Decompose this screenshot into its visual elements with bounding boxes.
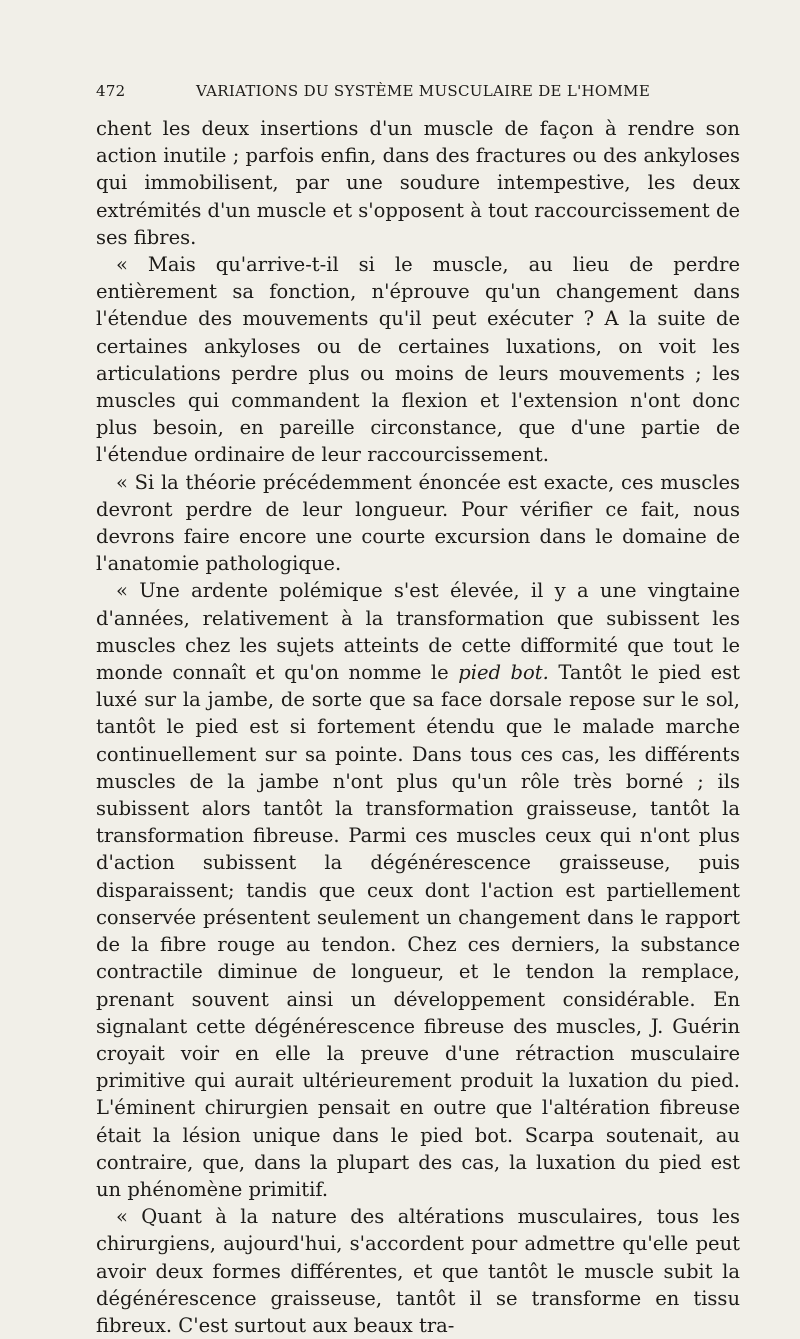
paragraph-4-before: « Une ardente polémique s'est élevée, il y a une vingtaine d'années, relativement à la transformation que subissent les muscles chez les sujets atteints de cette difformité que tout le monde connaît et qu'on nomme le	[96, 579, 740, 685]
body-text	[96, 115, 740, 1339]
page-number: 472	[96, 82, 126, 100]
paragraph-2: « Mais qu'arrive-t-il si le muscle, au lieu de perdre entièrement sa fonction, n'éprouve qu'un changement dans l'étendue des mouvements qu'il peut exécuter ? A la suite de certaines ankyloses ou de certaines luxations, on voit les articulations perdre plus ou moins de leurs mouvements ; les muscles qui commandent la flexion et l'extension n'ont donc plus besoin, en pareille circonstance, que d'une partie de l'étendue ordinaire de leur raccourcissement.	[96, 253, 740, 467]
running-title: VARIATIONS DU SYSTÈME MUSCULAIRE DE L'HOMME	[196, 82, 651, 100]
paragraph-4-after: Tantôt le pied est luxé sur la jambe, de sorte que sa face dorsale repose sur le sol, tantôt le pied est si fortement étendu que le malade marche continuellement sur sa pointe. Dans tous ces cas, les différents muscles de la jambe n'ont plus qu'un rôle très borné ; ils subissent alors tantôt la transformation graisseuse, tantôt la transformation fibreuse. Parmi ces muscles ceux qui n'ont plus d'action subissent la dégénérescence graisseuse, puis disparaissent; tandis que ceux dont l'action est partiellement conservée présentent seulement un changement dans le rapport de la fibre rouge au tendon. Chez ces derniers, la substance contractile diminue de longueur, et le tendon la remplace, prenant souvent ainsi un développement considérable. En signalant cette dégénérescence fibreuse des muscles, J. Guérin croyait voir en elle la preuve d'une rétraction musculaire primitive qui aurait ultérieurement produit la luxation du pied. L'éminent chirurgien pensait en outre que l'altération fibreuse était la lésion unique dans le pied bot. Scarpa soutenait, au contraire, que, dans la plupart des cas, la luxation du pied est un phénomène primitif.	[96, 661, 741, 1201]
paragraph-5: « Quant à la nature des altérations musculaires, tous les chirurgiens, aujourd'hui, s'accordent pour admettre qu'elle peut avoir deux formes différentes, et que tantôt le muscle subit la dégénérescence graisseuse, tantôt il se transforme en tissu fibreux. C'est surtout aux beaux tra-	[96, 1205, 740, 1337]
paragraph-3: « Si la théorie précédemment énoncée est exacte, ces muscles devront perdre de leur longueur. Pour vérifier ce fait, nous devrons faire encore une courte excursion dans le domaine de l'anatomie pathologique.	[96, 470, 740, 576]
paragraph-4	[96, 577, 740, 1203]
paragraph-1: chent les deux insertions d'un muscle de façon à rendre son action inutile ; parfois enfin, dans des fractures ou des ankyloses qui immobilisent, par une soudure intempestive, les deux extrémités d'un muscle et s'opposent à tout raccourcissement de ses fibres.	[96, 117, 740, 249]
paragraph-4-italic-term: pied bot.	[458, 661, 549, 685]
